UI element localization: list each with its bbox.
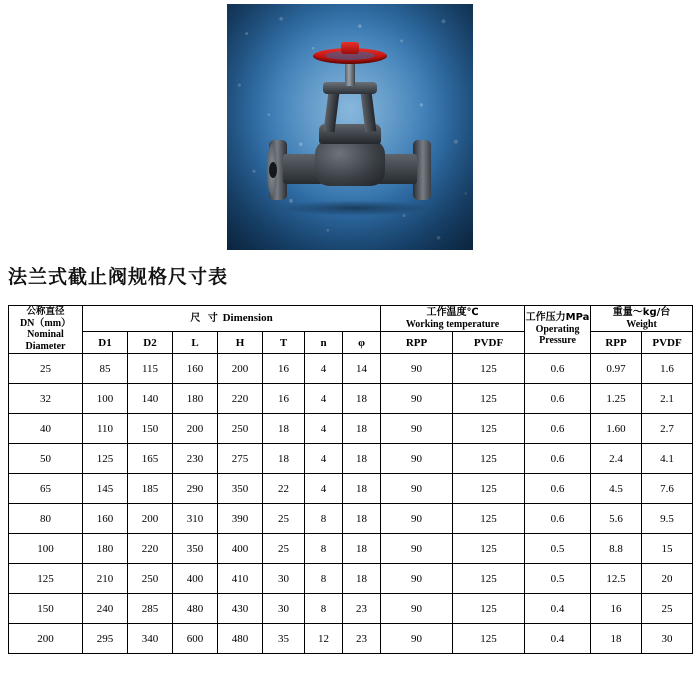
table-row <box>9 594 693 624</box>
header-wt-cjk: 工作温度℃ <box>426 307 479 319</box>
cell-phi: 18 <box>343 474 381 504</box>
cell-l: 350 <box>173 534 218 564</box>
cell-dn: 125 <box>9 564 83 594</box>
header-working-temperature-group <box>381 306 525 332</box>
globe-valve-illustration <box>227 4 473 250</box>
header-d1: D1 <box>83 332 128 354</box>
cell-pressure: 0.6 <box>525 444 591 474</box>
flange-bore-left <box>269 162 277 178</box>
cell-phi: 23 <box>343 624 381 654</box>
cell-weight-pvdf: 2.1 <box>642 384 693 414</box>
cell-n: 4 <box>305 384 343 414</box>
cell-h: 200 <box>218 354 263 384</box>
cell-weight-rpp: 4.5 <box>591 474 642 504</box>
header-temp-pvdf: PVDF <box>453 332 525 354</box>
cell-h: 220 <box>218 384 263 414</box>
cell-weight-pvdf: 25 <box>642 594 693 624</box>
cell-temp-rpp: 90 <box>381 504 453 534</box>
header-weight-pvdf: PVDF <box>642 332 693 354</box>
cell-temp-rpp: 90 <box>381 444 453 474</box>
header-temp-rpp: RPP <box>381 332 453 354</box>
cell-t: 18 <box>263 414 305 444</box>
cell-t: 25 <box>263 534 305 564</box>
cell-t: 35 <box>263 624 305 654</box>
cell-l: 230 <box>173 444 218 474</box>
header-weight-latin: Weight <box>626 318 657 330</box>
cell-phi: 18 <box>343 504 381 534</box>
cell-d2: 140 <box>128 384 173 414</box>
cell-n: 4 <box>305 474 343 504</box>
cell-d2: 150 <box>128 414 173 444</box>
cell-d1: 125 <box>83 444 128 474</box>
cell-d1: 110 <box>83 414 128 444</box>
header-weight-rpp: RPP <box>591 332 642 354</box>
cell-pressure: 0.6 <box>525 414 591 444</box>
cell-l: 600 <box>173 624 218 654</box>
cell-d2: 340 <box>128 624 173 654</box>
cell-temp-pvdf: 125 <box>453 534 525 564</box>
table-row <box>9 354 693 384</box>
cell-n: 4 <box>305 354 343 384</box>
cell-h: 410 <box>218 564 263 594</box>
cell-phi: 18 <box>343 534 381 564</box>
product-image <box>227 4 473 250</box>
cell-l: 200 <box>173 414 218 444</box>
header-op-latin1: Operating <box>535 323 580 335</box>
cell-d1: 85 <box>83 354 128 384</box>
cell-weight-rpp: 5.6 <box>591 504 642 534</box>
cell-temp-pvdf: 125 <box>453 474 525 504</box>
cell-dn: 65 <box>9 474 83 504</box>
table-row <box>9 384 693 414</box>
cell-temp-rpp: 90 <box>381 594 453 624</box>
cell-pressure: 0.5 <box>525 534 591 564</box>
cell-phi: 18 <box>343 384 381 414</box>
header-dimension-latin: Dimension <box>222 312 273 325</box>
cell-d1: 210 <box>83 564 128 594</box>
cell-weight-pvdf: 30 <box>642 624 693 654</box>
cell-weight-rpp: 1.25 <box>591 384 642 414</box>
header-weight-group <box>591 306 693 332</box>
cell-n: 8 <box>305 504 343 534</box>
cell-temp-pvdf: 125 <box>453 354 525 384</box>
header-nd-line3: Nominal <box>27 329 64 341</box>
cell-d2: 115 <box>128 354 173 384</box>
cell-weight-rpp: 0.97 <box>591 354 642 384</box>
cell-d2: 165 <box>128 444 173 474</box>
cell-pressure: 0.6 <box>525 504 591 534</box>
cell-dn: 50 <box>9 444 83 474</box>
cell-temp-rpp: 90 <box>381 414 453 444</box>
cell-t: 22 <box>263 474 305 504</box>
cell-temp-rpp: 90 <box>381 384 453 414</box>
cell-temp-pvdf: 125 <box>453 624 525 654</box>
cell-pressure: 0.4 <box>525 624 591 654</box>
cell-weight-rpp: 16 <box>591 594 642 624</box>
cell-dn: 200 <box>9 624 83 654</box>
cell-h: 250 <box>218 414 263 444</box>
cell-temp-pvdf: 125 <box>453 504 525 534</box>
spec-table-container <box>8 305 692 654</box>
page-title: 法兰式截止阀规格尺寸表 <box>8 266 229 288</box>
spec-table <box>8 305 693 654</box>
cell-weight-pvdf: 4.1 <box>642 444 693 474</box>
cell-t: 30 <box>263 564 305 594</box>
cell-phi: 18 <box>343 414 381 444</box>
header-dimension-cjk: 尺 寸 <box>190 313 220 325</box>
cell-d2: 285 <box>128 594 173 624</box>
table-row <box>9 444 693 474</box>
cell-weight-rpp: 1.60 <box>591 414 642 444</box>
cell-pressure: 0.6 <box>525 384 591 414</box>
cell-t: 16 <box>263 354 305 384</box>
cell-temp-pvdf: 125 <box>453 384 525 414</box>
cell-l: 290 <box>173 474 218 504</box>
cell-d1: 145 <box>83 474 128 504</box>
cell-h: 400 <box>218 534 263 564</box>
cell-l: 480 <box>173 594 218 624</box>
table-row <box>9 504 693 534</box>
header-operating-pressure <box>525 306 591 354</box>
cell-d1: 180 <box>83 534 128 564</box>
header-h: H <box>218 332 263 354</box>
cell-h: 275 <box>218 444 263 474</box>
cell-weight-pvdf: 2.7 <box>642 414 693 444</box>
cell-weight-rpp: 8.8 <box>591 534 642 564</box>
header-phi: φ <box>343 332 381 354</box>
cell-n: 4 <box>305 414 343 444</box>
cell-pressure: 0.5 <box>525 564 591 594</box>
cell-h: 350 <box>218 474 263 504</box>
cell-temp-rpp: 90 <box>381 354 453 384</box>
cell-h: 390 <box>218 504 263 534</box>
header-d2: D2 <box>128 332 173 354</box>
header-nd-line4: Diameter <box>25 340 66 352</box>
cell-pressure: 0.6 <box>525 354 591 384</box>
cell-weight-rpp: 2.4 <box>591 444 642 474</box>
header-dimension-group <box>83 306 381 332</box>
table-row <box>9 564 693 594</box>
cell-temp-rpp: 90 <box>381 624 453 654</box>
cell-dn: 25 <box>9 354 83 384</box>
cell-weight-pvdf: 1.6 <box>642 354 693 384</box>
header-nd-line1: 公称直径 <box>26 306 65 317</box>
cell-weight-pvdf: 9.5 <box>642 504 693 534</box>
product-image-background <box>227 4 473 250</box>
cell-temp-pvdf: 125 <box>453 414 525 444</box>
cell-h: 480 <box>218 624 263 654</box>
cell-weight-pvdf: 20 <box>642 564 693 594</box>
cell-weight-pvdf: 7.6 <box>642 474 693 504</box>
header-t: T <box>263 332 305 354</box>
cell-phi: 23 <box>343 594 381 624</box>
cell-l: 160 <box>173 354 218 384</box>
cell-d1: 295 <box>83 624 128 654</box>
header-op-latin2: Pressure <box>539 335 576 347</box>
cell-n: 8 <box>305 594 343 624</box>
cell-l: 400 <box>173 564 218 594</box>
cell-d1: 100 <box>83 384 128 414</box>
header-l: L <box>173 332 218 354</box>
table-row <box>9 534 693 564</box>
cell-temp-pvdf: 125 <box>453 594 525 624</box>
cell-n: 4 <box>305 444 343 474</box>
header-nominal-diameter <box>9 306 83 354</box>
header-n: n <box>305 332 343 354</box>
cell-dn: 150 <box>9 594 83 624</box>
table-row <box>9 414 693 444</box>
cell-weight-pvdf: 15 <box>642 534 693 564</box>
cell-weight-rpp: 12.5 <box>591 564 642 594</box>
table-row <box>9 474 693 504</box>
cell-dn: 40 <box>9 414 83 444</box>
cell-temp-pvdf: 125 <box>453 564 525 594</box>
cell-t: 16 <box>263 384 305 414</box>
valve-shadow <box>279 200 429 216</box>
cell-dn: 32 <box>9 384 83 414</box>
cell-l: 310 <box>173 504 218 534</box>
cell-weight-rpp: 18 <box>591 624 642 654</box>
cell-d1: 240 <box>83 594 128 624</box>
cell-temp-pvdf: 125 <box>453 444 525 474</box>
cell-phi: 18 <box>343 564 381 594</box>
cell-l: 180 <box>173 384 218 414</box>
cell-dn: 100 <box>9 534 83 564</box>
valve-body <box>315 140 385 186</box>
cell-d1: 160 <box>83 504 128 534</box>
handwheel-nut <box>341 42 359 54</box>
cell-n: 12 <box>305 624 343 654</box>
cell-temp-rpp: 90 <box>381 564 453 594</box>
cell-pressure: 0.6 <box>525 474 591 504</box>
table-row <box>9 624 693 654</box>
cell-d2: 220 <box>128 534 173 564</box>
header-weight-cjk: 重量～kg/台 <box>612 307 671 319</box>
cell-n: 8 <box>305 564 343 594</box>
cell-phi: 18 <box>343 444 381 474</box>
cell-t: 25 <box>263 504 305 534</box>
cell-t: 30 <box>263 594 305 624</box>
header-wt-latin: Working temperature <box>405 318 500 330</box>
cell-phi: 14 <box>343 354 381 384</box>
cell-n: 8 <box>305 534 343 564</box>
header-op-cjk: 工作压力MPa <box>525 312 590 324</box>
cell-dn: 80 <box>9 504 83 534</box>
cell-d2: 185 <box>128 474 173 504</box>
cell-h: 430 <box>218 594 263 624</box>
cell-pressure: 0.4 <box>525 594 591 624</box>
cell-d2: 250 <box>128 564 173 594</box>
cell-temp-rpp: 90 <box>381 534 453 564</box>
cell-t: 18 <box>263 444 305 474</box>
cell-d2: 200 <box>128 504 173 534</box>
cell-temp-rpp: 90 <box>381 474 453 504</box>
header-nd-line2: DN（mm） <box>19 317 72 329</box>
